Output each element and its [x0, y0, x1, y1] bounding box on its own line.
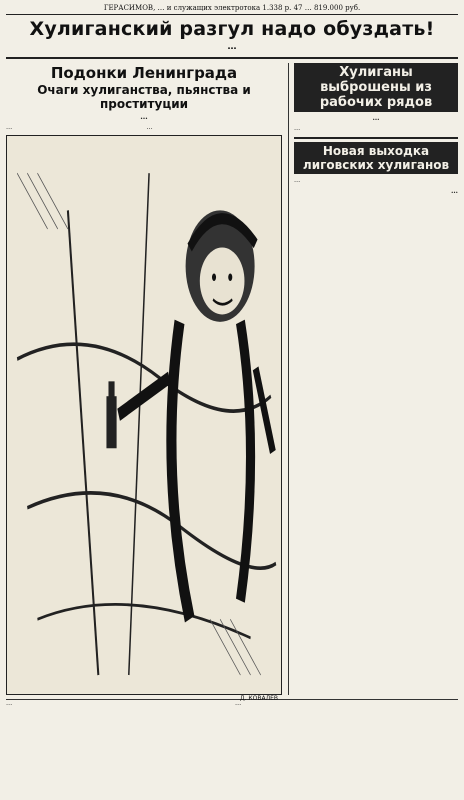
bottom-columns — [6, 699, 458, 800]
right-section-title: Хулиганы выброшены из рабочих рядов — [294, 63, 458, 112]
right-column — [288, 63, 458, 695]
bottom-text-col1: … — [6, 699, 13, 707]
section-body-columns — [6, 124, 282, 132]
right-article-text: … — [294, 124, 301, 132]
illustration-caption: Д. КОВАЛЕВ — [239, 694, 278, 702]
masthead: ГЕРАСИМОВ, … и служащих электротока 1.338 р. 47 … 819.000 руб. — [6, 4, 458, 15]
caricature-drawing — [7, 136, 281, 694]
caricature-illustration — [6, 135, 282, 702]
main-subdeck: … — [6, 42, 458, 59]
inset-article — [294, 137, 458, 196]
columns — [6, 63, 458, 702]
inset-text: … — [294, 176, 301, 184]
section-subtitle: Очаги хулиганства, пьянства и проституции — [37, 82, 251, 111]
inset-title: Новая выходка лиговских хулиганов — [294, 142, 458, 174]
section-deck: … — [140, 111, 148, 121]
bottom-text-col2: … — [235, 699, 242, 707]
inset-signature: … — [451, 186, 458, 196]
main-headline: Хулиганский разгул надо обуздать! — [29, 18, 435, 40]
left-column — [6, 63, 282, 702]
section-title: Подонки Ленинграда — [50, 63, 238, 82]
article-text-col2: … — [146, 124, 153, 132]
right-section-deck: … — [372, 112, 380, 122]
article-text-col1: … — [6, 124, 13, 132]
